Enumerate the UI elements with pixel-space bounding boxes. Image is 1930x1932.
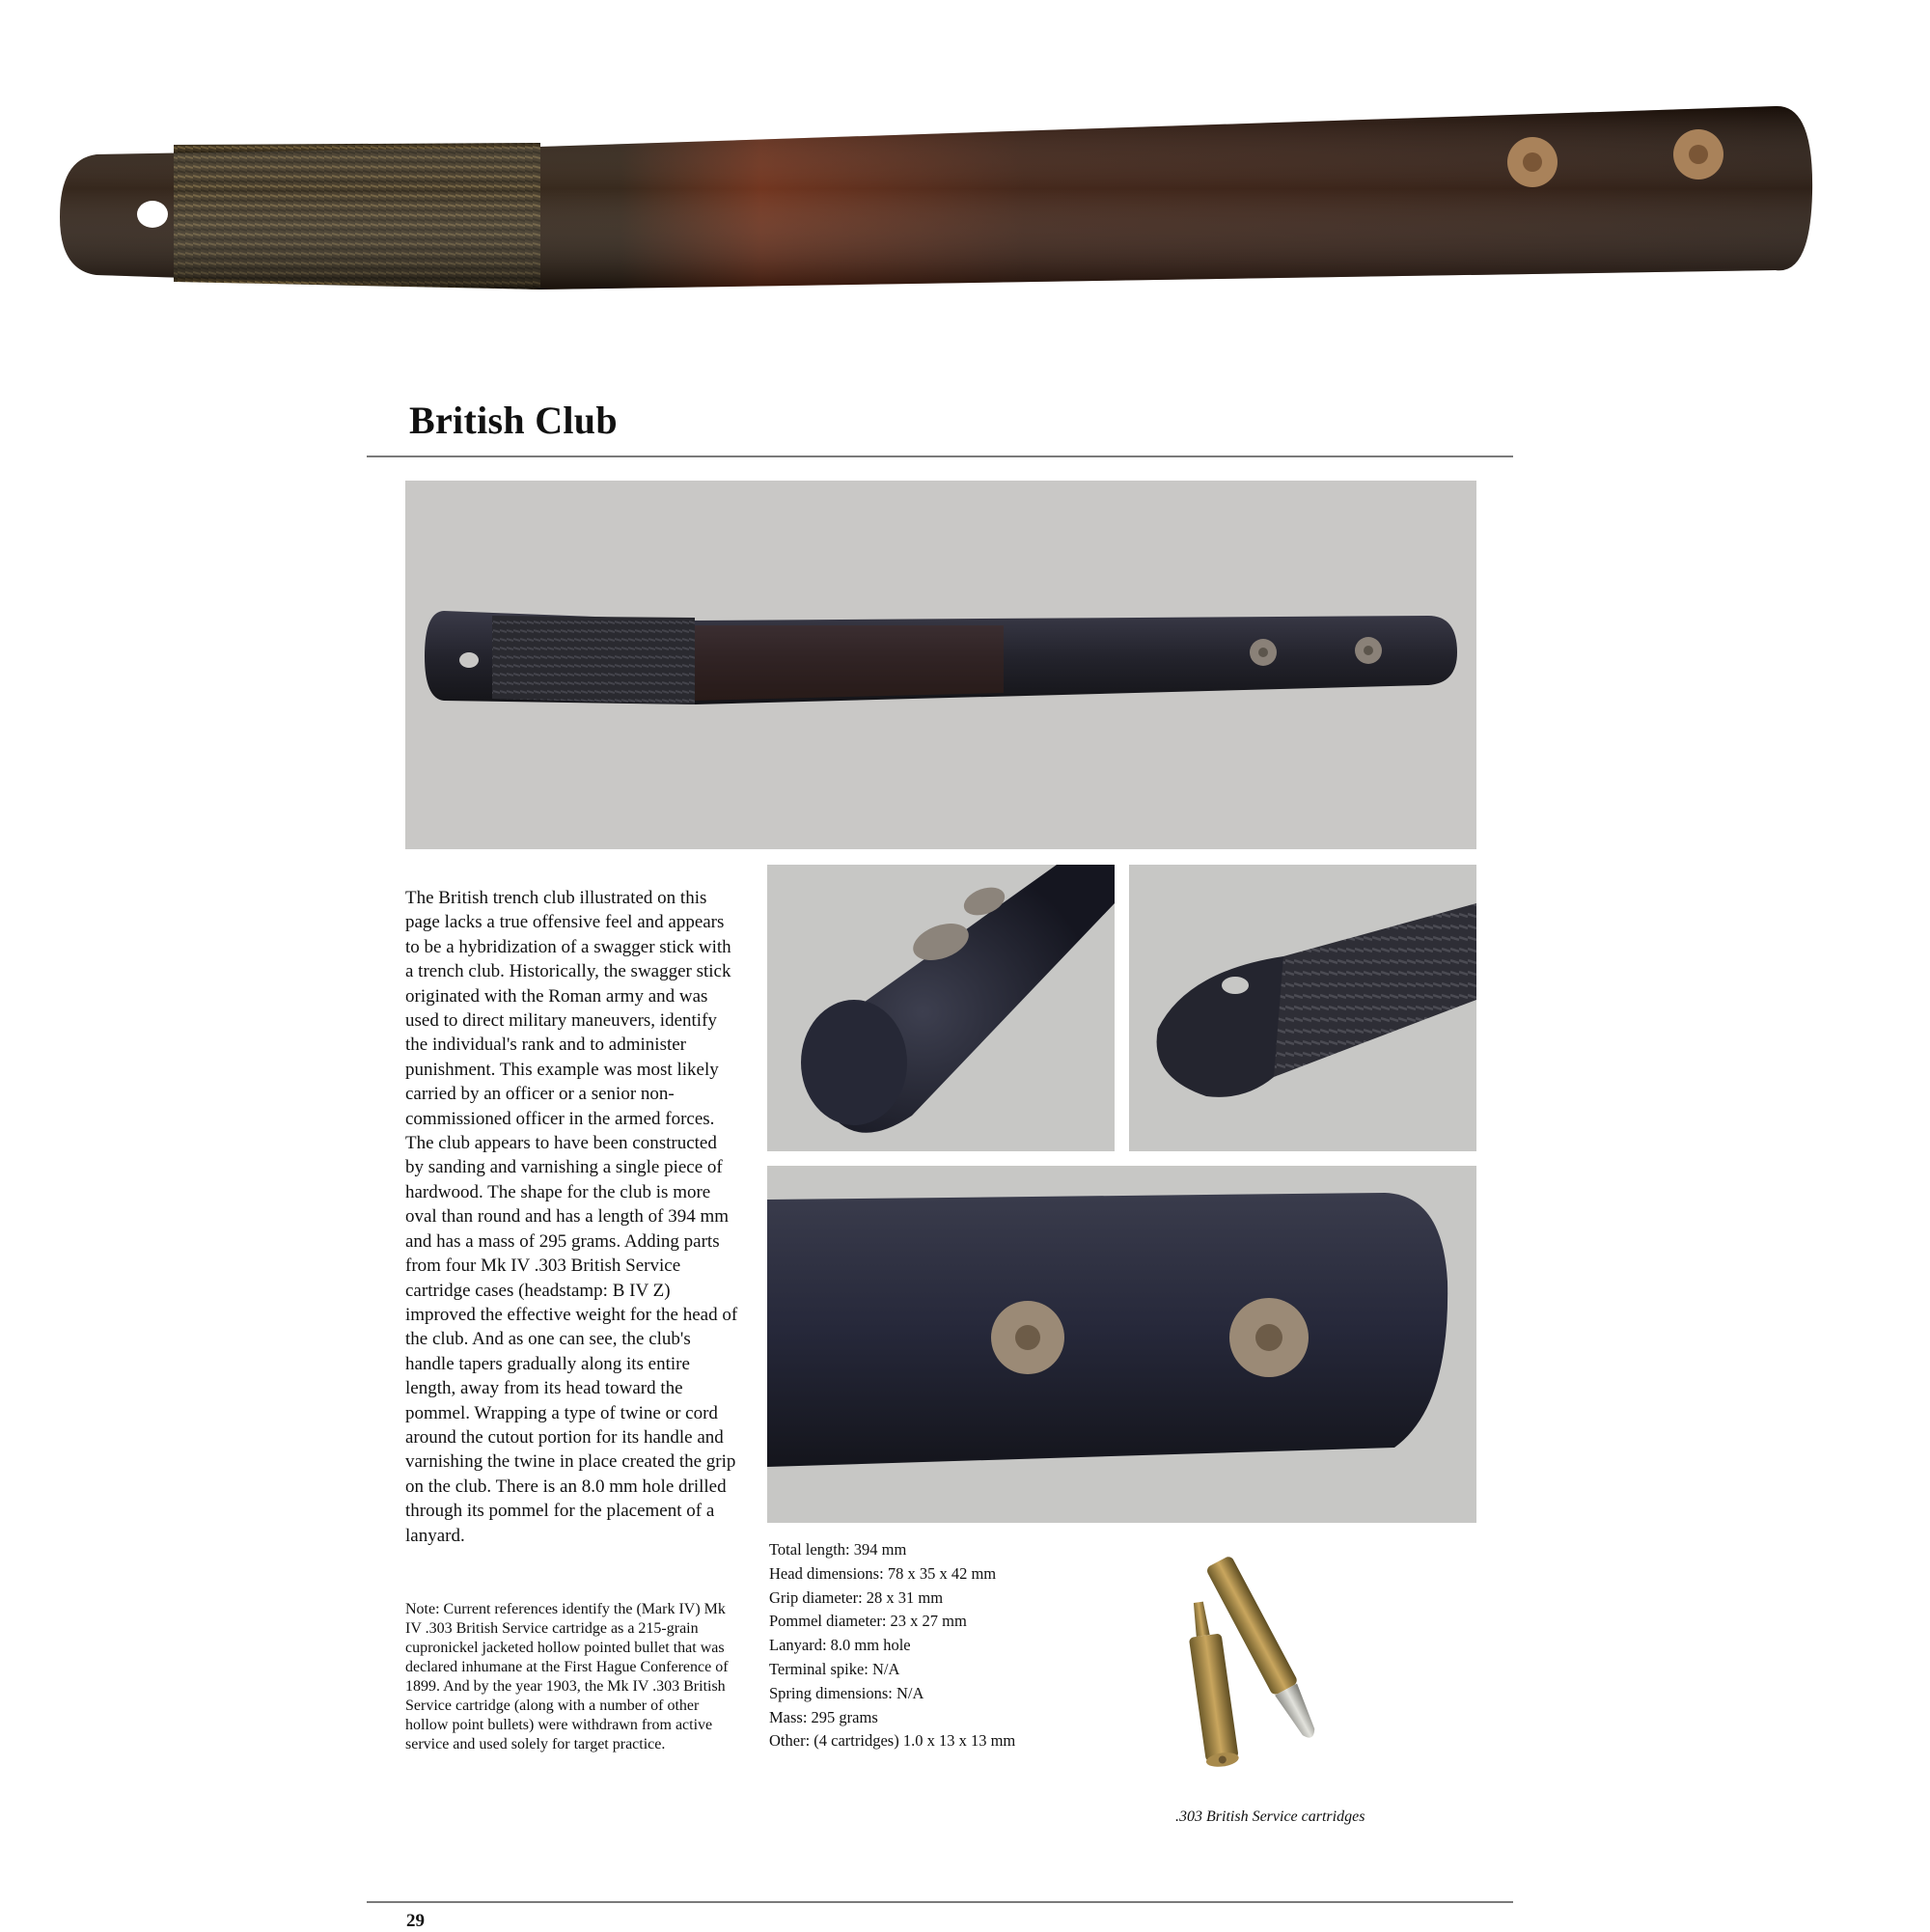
spec-mass: Mass: 295 grams <box>769 1707 878 1726</box>
page-number: 29 <box>406 1911 425 1931</box>
page-title: British Club <box>409 399 618 442</box>
spec-spring-dimensions: Spring dimensions: N/A <box>769 1683 924 1702</box>
club-head-photo <box>767 865 1115 1151</box>
note-text: Note: Current references identify the (Mark IV) Mk IV .303 British Service cartridge as a 215-grain cupronickel jacketed hollow pointed bullet that was declared inhumane at the First Hague Conference of 1899. And by the year 1903, the Mk IV .303 British Service cartridge (along with a number of other hollow point bullets) were withdrawn from active service and used solely for target practice. <box>405 1601 729 1753</box>
specs-list <box>769 1538 1136 1753</box>
body-text: The British trench club illustrated on this page lacks a true offensive feel and appears to be a hybridization of a swagger stick with a trench club. Historically, the swagger stick originated with the Roman army and was used to direct military maneuvers, identify the individual's rank and to administer punishment. This example was most likely carried by an officer or a senior non-commissioned officer in the armed forces. The club appears to have been constructed by sanding and varnishing a single piece of hardwood. The shape for the club is more oval than round and has a length of 394 mm and has a mass of 295 grams. Adding parts from four Mk IV .303 British Service cartridge cases (headstamp: B IV Z) improved the effective weight for the head of the club. And as one can see, the club's handle tapers gradually along its entire length, away from its head toward the pommel. Wrapping a type of twine or cord around the cutout portion for its handle and varnishing the twine in place created the grip on the club. There is an 8.0 mm hole drilled through its pommel for the placement of a lanyard. <box>405 888 738 1546</box>
spec-terminal-spike: Terminal spike: N/A <box>769 1659 900 1678</box>
cartridges-photo <box>1148 1544 1380 1780</box>
main-club-photo <box>405 481 1476 849</box>
footer-divider <box>367 1901 1513 1903</box>
cartridges-caption: .303 British Service cartridges <box>1175 1808 1365 1825</box>
spec-pommel-diameter: Pommel diameter: 23 x 27 mm <box>769 1612 967 1631</box>
spec-head-dimensions: Head dimensions: 78 x 35 x 42 mm <box>769 1563 997 1583</box>
spec-lanyard: Lanyard: 8.0 mm hole <box>769 1636 911 1655</box>
club-pommel-photo <box>1129 865 1476 1151</box>
banner-club-photo <box>0 0 1930 367</box>
title-divider <box>367 455 1513 457</box>
spec-total-length: Total length: 394 mm <box>769 1540 907 1559</box>
spec-other: Other: (4 cartridges) 1.0 x 13 x 13 mm <box>769 1731 1016 1751</box>
spec-grip-diameter: Grip diameter: 28 x 31 mm <box>769 1587 944 1607</box>
club-head-detail-photo <box>767 1166 1476 1523</box>
